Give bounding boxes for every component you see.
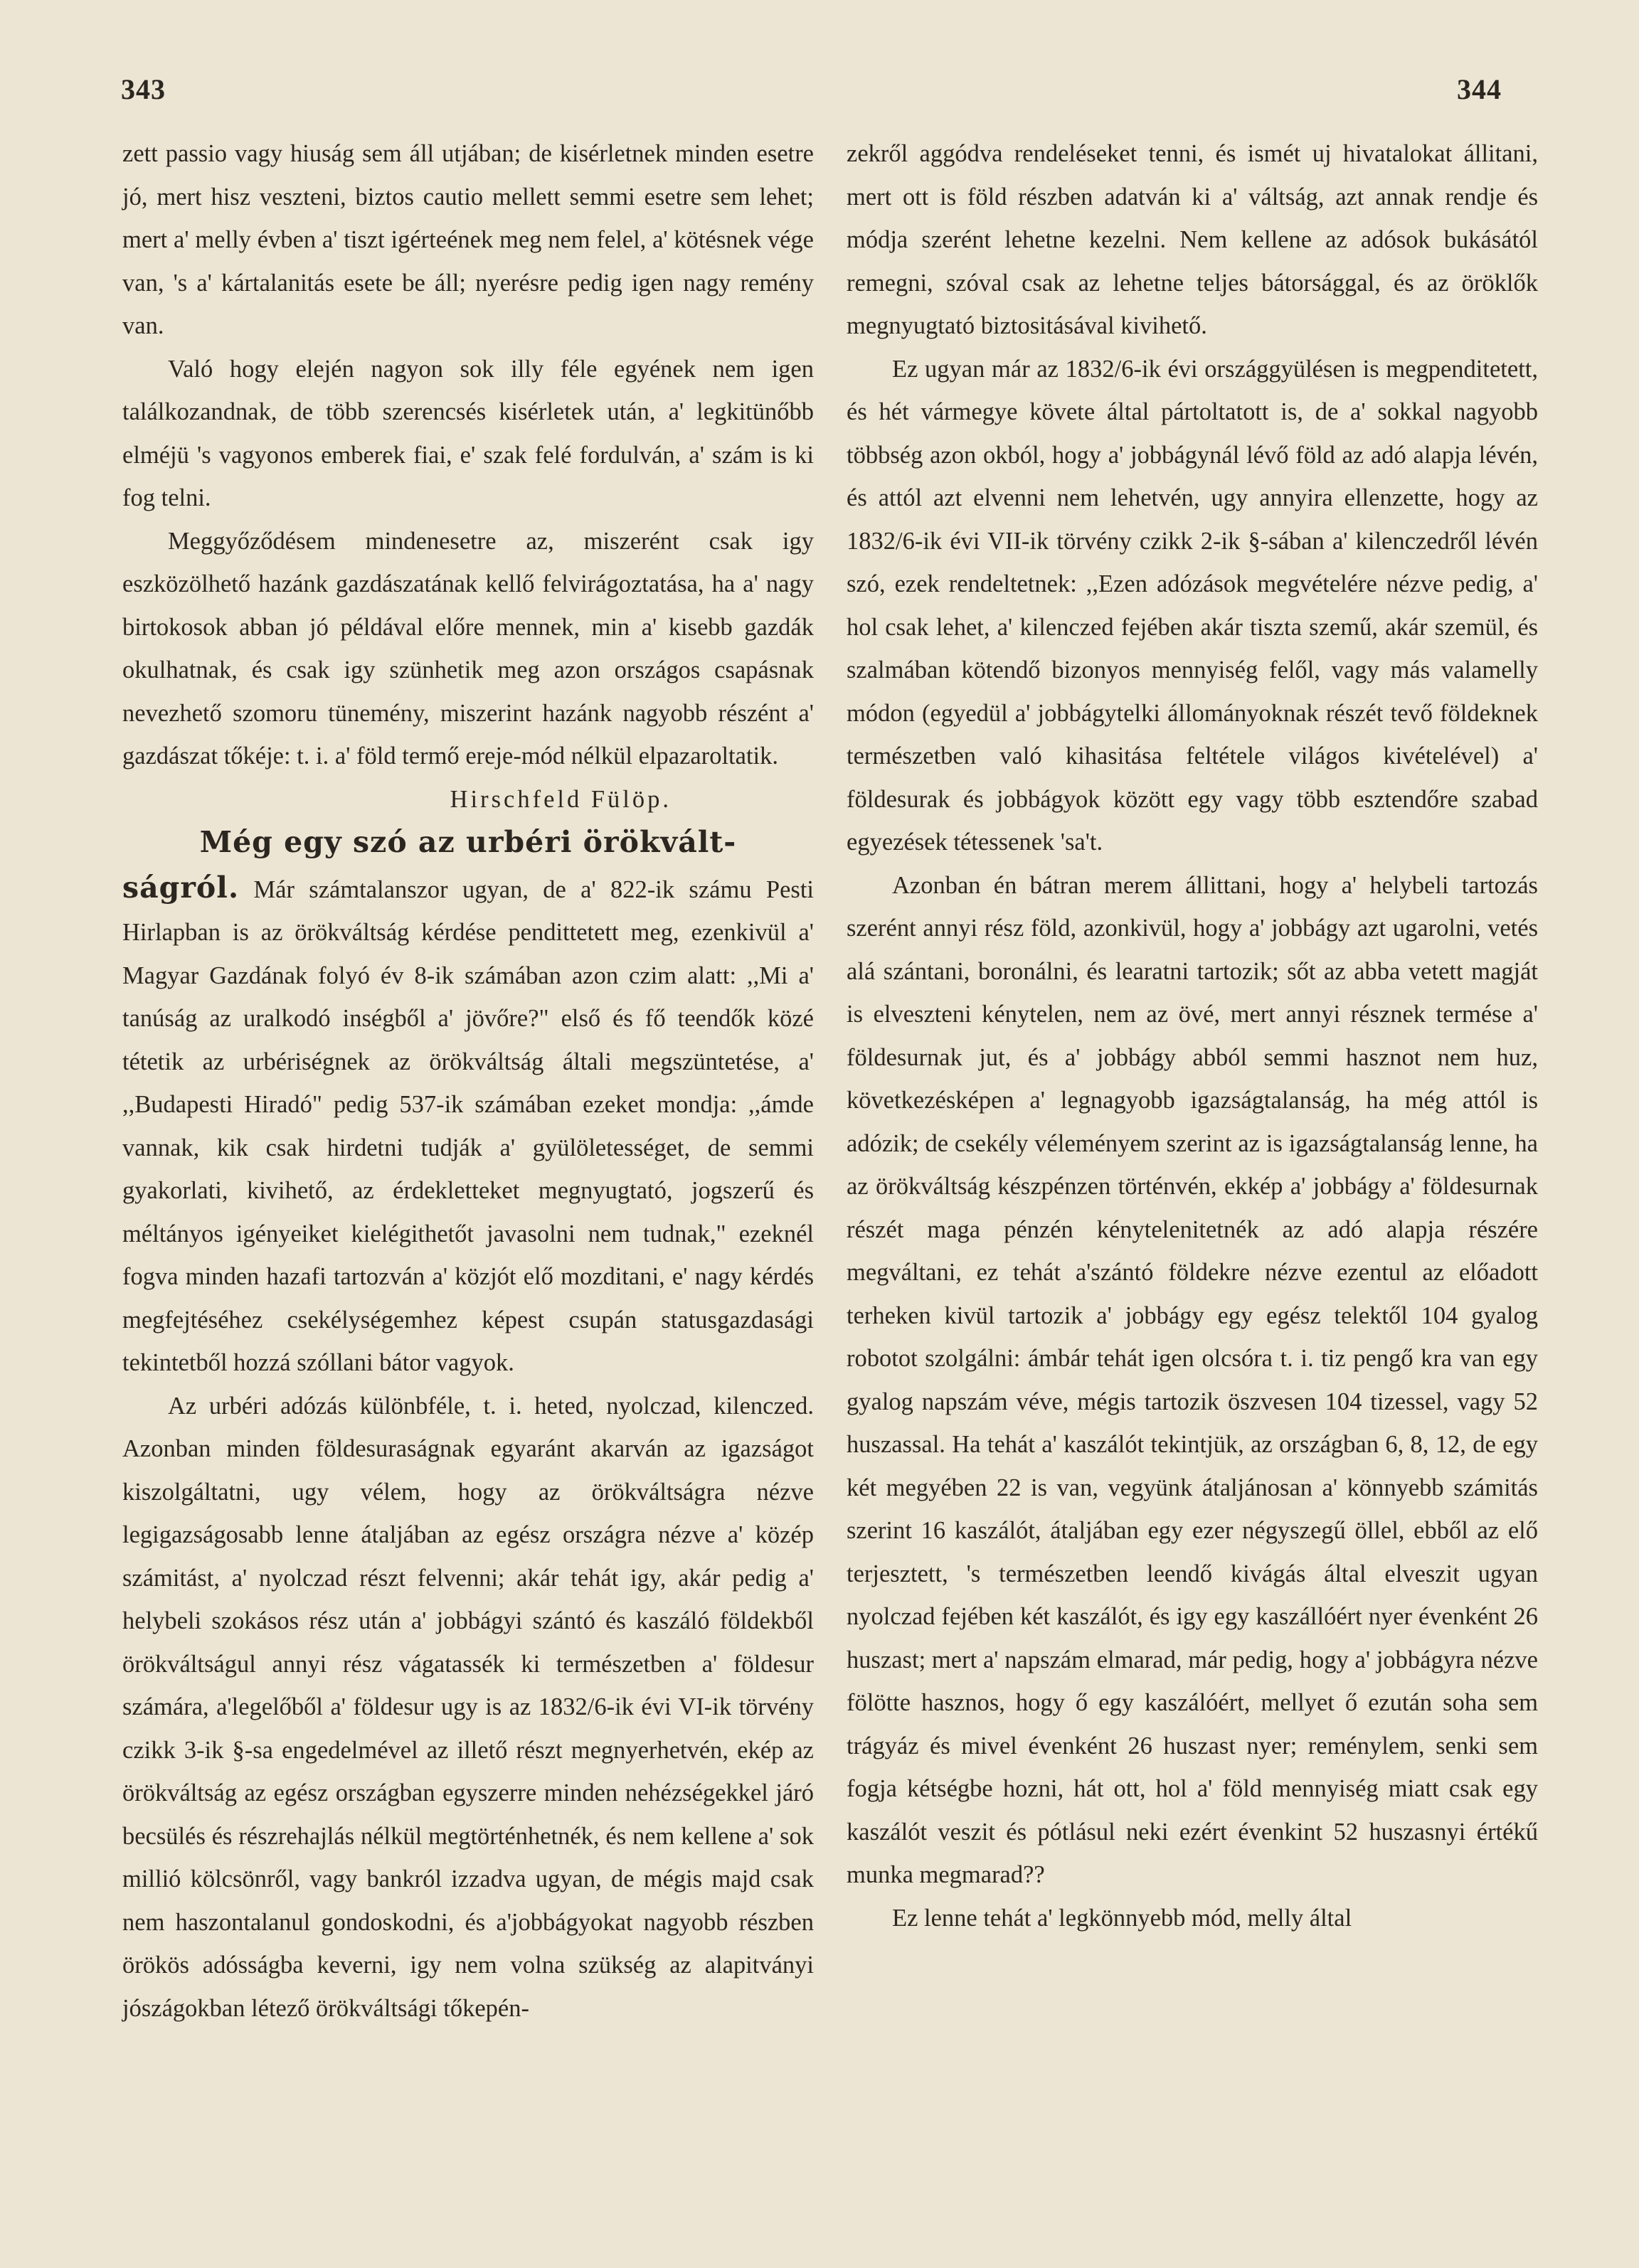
paragraph: Azonban én bátran merem állittani, hogy a' helybeli tartozás szerént annyi rész föld, azonkivül, hogy a' jobbágy azt ugarolni, vetés alá szántani, boronálni, és learatni tartozik; sőt az abba vetett magját is elveszteni kénytelen, nem az övé, mert annyi résznek termése a' földesurnak jut, és a' jobbágy abból semmi hasznot nem huz, következésképen a' legnagyobb igazságtalanság, ha még attól is adózik; de csekély véleményem szerint az is igazságtalanság lenne, ha az örökváltság készpénzen történvén, ekkép a' jobbágy a' földesurnak részét maga pénzén kénytelenitetnék az adó alapja részére megváltani, ez tehát a'szántó földekre nézve ezentul az előadott terheken kivül tartozik a' jobbágy egy egész telektől 104 gyalog robotot szolgálni: ámbár tehát igen olcsóra t. i. tiz pengő kra van egy gyalog napszám véve, mégis tartozik öszvesen 104 tizessel, vagy 52 huszassal. Ha tehát a' kaszálót tekintjük, az országban 6, 8, 12, de egy két megyében 22 is van, vegyünk átaljánosan a' könnyebb számitás szerint 16 kaszálót, átaljában egy ezer négyszegű öllel, ebből az elő terjesztett, 's természetben leendő kivágás által elveszit ugyan nyolczad fejében két kaszálót, és igy egy kaszállóért nyer évenként 26 huszast; mert a' napszám elmarad, már pedig, hogy a' jobbágyra nézve fölötte hasznos, hogy ő egy kaszálóért, mellyet ő ezután soha sem trágyáz és mivel évenként 26 huszast nyer; reménylem, senki sem fogja kétségbe hozni, hát ott, hol a' föld mennyiség miatt csak egy kaszálót veszit és pótlásul neki ezért évenkint 52 huszasnyi értékű munka megmarad?? — [847, 871, 1538, 1888]
headline-part-1: Még egy szó az urbéri örökvált- — [199, 825, 737, 859]
paragraph: Meggyőződésem mindenesetre az, miszerént csak igy eszközölhető hazánk gazdászatának kellő felvirágoztatása, ha a' nagy birtokosok abban jó példával előre mennek, min a' kisebb gazdák okulhatnak, és csak igy szünhetik meg azon országos csapásnak nevezhető szomoru tünemény, miszerint hazánk nagyobb részént a' gazdászat tőkéje: t. i. a' föld termő ereje-mód nélkül elpazaroltatik. — [122, 527, 814, 770]
page-number-right: 344 — [1457, 73, 1502, 105]
paragraph: Az urbéri adózás különbféle, t. i. heted, nyolczad, kilenczed. Azonban minden földesuraságnak egyaránt akarván az igazságot kiszolgáltatni, ugy vélem, hogy az örökváltságra nézve legigazságosabb lenne átaljában az egész országra nézve a' közép számitást, a' nyolczad részt felvenni; akár tehát igy, akár pedig a' helybeli szokásos rész után a' jobbágyi szántó és kaszáló földekből örökváltságul annyi rész vágatassék ki természetben a' földesur számára, a'legelőből a' földesur ugy is az 1832/6-ik évi VI-ik törvény czikk 3-ik §-sa engedelmével az illető részt megnyerhetvén, ekép az örökváltság az egész országban egyszerre minden nehézségekkel járó becsülés és részrehajlás nélkül megtörténhetnék, és nem kellene a' sok millió kölcsönről, vagy bankról izzadva ugyan, de mégis majd csak nem haszontalanul gondoskodni, és a'jobbágyokat nagyobb részben örökös adósságba keverni, igy nem volna szükség az alapitványi jószágokban létező örökváltsági tőkepén- — [122, 1392, 814, 2022]
paragraph: zekről aggódva rendeléseket tenni, és ismét uj hivatalokat állitani, mert ott is föld részben adatván ki a' váltság, azt annak rendje és módja szerént lehetne kezelni. Nem kellene az adósok bukásától remegni, szóval csak az lehetne teljes bátorsággal, és az öröklők megnyugtató biztositásával kivihető. — [847, 140, 1538, 339]
page-number-left: 343 — [121, 73, 166, 105]
paragraph-text: Már számtalanszor ugyan, de a' 822-ik számu Pesti Hirlapban is az örökváltság kérdése pendittetett meg, ezenkivül a' Magyar Gazdának folyó év 8-ik számában azon czim alatt: ,,Mi a' tanúság az uralkodó inségből a' jövőre?" első és fő teendők közé tétetik az urbériségnek az örökváltság általi megszüntetése, a' ,,Budapesti Hiradó" pedig 537-ik számában ezeket mondja: ,,ámde vannak, kik csak hirdetni tudják a' gyülöletességet, de semmi gyakorlati, kivihető, az érdekletteket megnyugtató, jogszerű és méltányos igényeiket kielégithetőt javasolni nem tudnak," ezeknél fogva minden hazafi tartozván a' közjót elő mozditani, e' nagy kérdés megfejtéséhez csekélységemhez képest csupán statusgazdasági tekintetből hozzá szóllani bátor vagyok. — [122, 875, 814, 1376]
paragraph — [122, 866, 814, 1385]
article-headline — [122, 821, 814, 866]
paragraph: zett passio vagy hiuság sem áll utjában; de kisérletnek minden esetre jó, mert hisz veszteni, biztos cautio mellett semmi esetre sem lehet; mert a' melly évben a' tiszt igérteének meg nem felel, a' kötésnek vége van, 's a' kártalanitás esete be áll; nyerésre pedig igen nagy remény van. — [122, 140, 814, 339]
author-signature: Hirschfeld Fülöp. — [450, 785, 672, 813]
paragraph: Ez ugyan már az 1832/6-ik évi országgyülésen is megpenditetett, és hét vármegye követe által pártoltatott is, de a' sokkal nagyobb többség azon okból, hogy a' jobbágynál lévő föld az adó alapja lévén, és attól azt elvenni nem lehetvén, ugy annyira ellenzette, hogy az 1832/6-ik évi VII-ik törvény czikk 2-ik §-sában a' kilenczedről lévén szó, ezek rendeltetnek: ,,Ezen adózások megvételére nézve pedig, a' hol csak lehet, a' kilenczed fejében akár tiszta szemű, akár szemül, és szalmában kötendő bizonyos mennyiség felől, vagy más valamelly módon (egyedül a' jobbágytelki állományoknak részét tevő földeknek természetben való kihasitása feltétele világos kivételével) a' földesurak és jobbágyok között egy vagy több esztendőre szabad egyezések tétessenek 'sa't. — [847, 355, 1538, 856]
paragraph: Való hogy elején nagyon sok illy féle egyének nem igen találkozandnak, de több szerencsés kisérletek után, a' legkitünőbb elméjü 's vagyonos emberek fiai, e' szak felé fordulván, a' szám is ki fog telni. — [122, 355, 814, 511]
left-column — [122, 132, 814, 2030]
right-column — [847, 132, 1538, 1939]
paragraph: Ez lenne tehát a' legkönnyebb mód, melly által — [892, 1904, 1352, 1932]
headline-part-2: ságról. — [122, 870, 240, 905]
